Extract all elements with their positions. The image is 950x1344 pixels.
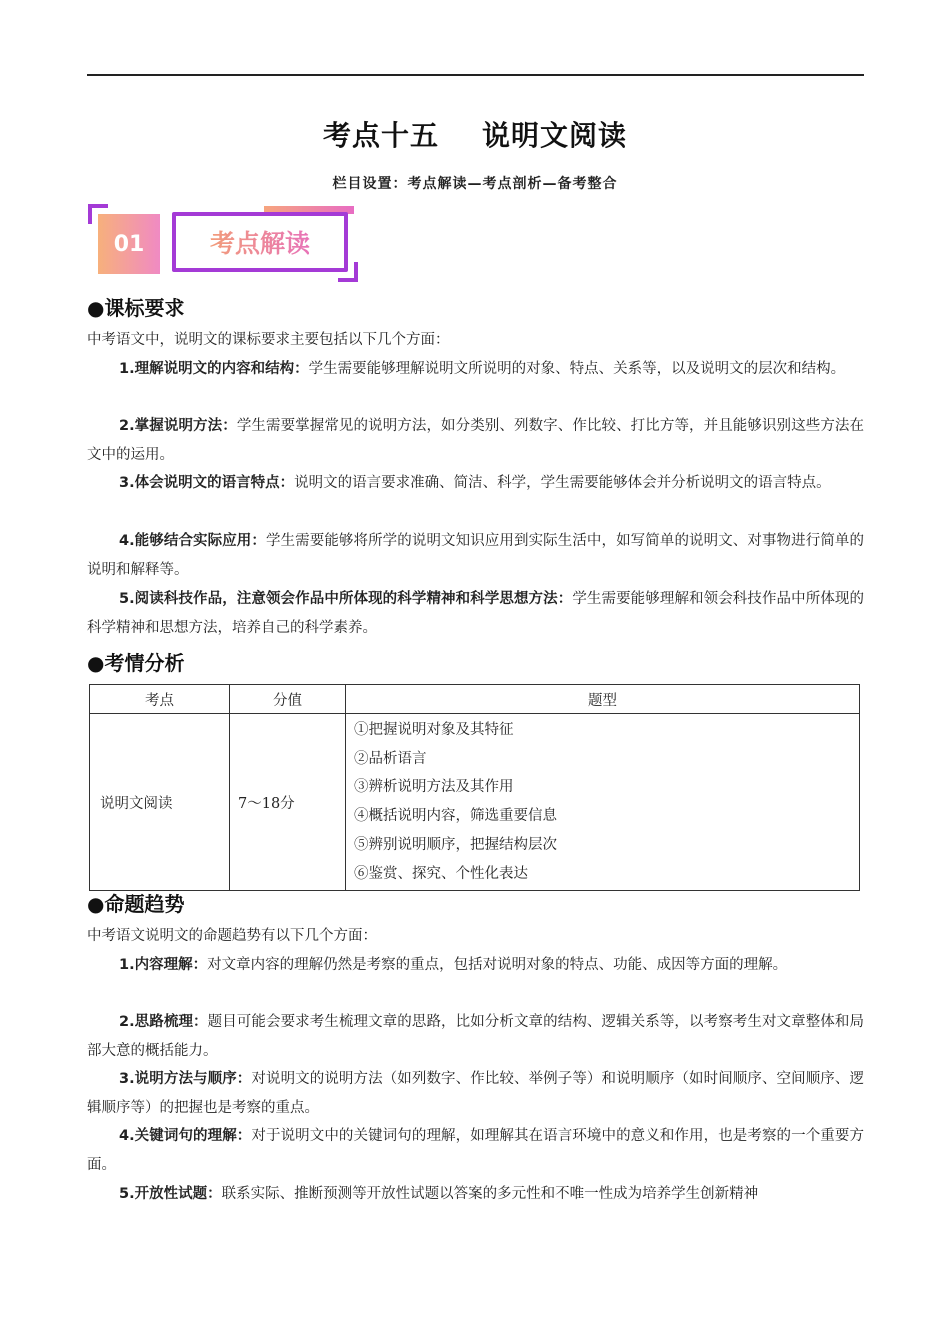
trends-item-4 bbox=[87, 1122, 864, 1179]
table-cell-types bbox=[346, 714, 860, 891]
trends-intro: 中考语文说明文的命题趋势有以下几个方面： bbox=[87, 928, 377, 944]
banner-label-box bbox=[172, 212, 348, 272]
item-text: 对文章内容的理解仍然是考察的重点，包括对说明对象的特点、功能、成因等方面的理解。 bbox=[207, 957, 788, 973]
table-header: 题型 bbox=[346, 685, 860, 714]
item-lead: 5.阅读科技作品，注意领会作品中所体现的科学精神和科学思想方法： bbox=[119, 591, 573, 607]
item-text: 联系实际、推断预测等开放性试题以答案的多元性和不唯一性成为培养学生创新精神 bbox=[221, 1186, 759, 1202]
standards-item-3 bbox=[87, 469, 864, 498]
item-text: 对于说明文中的关键词句的理解，如理解其在语言环境中的意义和作用，也是考察的一个重要方面。 bbox=[87, 1128, 864, 1173]
table-row bbox=[90, 714, 860, 891]
standards-item-5 bbox=[87, 585, 864, 642]
item-text: 学生需要掌握常见的说明方法，如分类别、列数字、作比较、打比方等，并且能够识别这些方法在文中的运用。 bbox=[87, 418, 864, 463]
analysis-table bbox=[89, 684, 860, 891]
trends-item-3 bbox=[87, 1065, 864, 1122]
page-subtitle: 栏目设置：考点解读—考点剖析—备考整合 bbox=[332, 176, 618, 192]
banner-label: 考点解读 bbox=[210, 224, 310, 260]
section-heading-standards: ●课标要求 bbox=[87, 296, 185, 320]
item-lead: 2.思路梳理： bbox=[119, 1014, 208, 1030]
page-title: 考点十五 说明文阅读 bbox=[323, 119, 627, 152]
standards-item-1 bbox=[87, 355, 864, 384]
item-text: 学生需要能够理解和领会科技作品中所体现的科学精神和思想方法，培养自己的科学素养。 bbox=[87, 591, 864, 636]
question-type: ①把握说明对象及其特征 bbox=[354, 722, 514, 738]
table-header-row bbox=[90, 685, 860, 714]
table-header: 分值 bbox=[230, 685, 346, 714]
trends-item-1 bbox=[87, 951, 864, 980]
standards-item-4 bbox=[87, 527, 864, 584]
section-heading-trends: ●命题趋势 bbox=[87, 892, 185, 916]
item-text: 题目可能会要求考生梳理文章的思路，比如分析文章的结构、逻辑关系等，以考察考生对文章整体和局部大意的概括能力。 bbox=[87, 1014, 864, 1059]
header-rule bbox=[87, 74, 864, 76]
item-text: 学生需要能够理解说明文所说明的对象、特点、关系等，以及说明文的层次和结构。 bbox=[308, 361, 846, 377]
item-lead: 2.掌握说明方法： bbox=[119, 418, 237, 434]
item-lead: 5.开放性试题： bbox=[119, 1186, 222, 1202]
item-text: 说明文的语言要求准确、简洁、科学，学生需要能够体会并分析说明文的语言特点。 bbox=[294, 475, 831, 491]
table-cell-topic: 说明文阅读 bbox=[90, 714, 230, 891]
banner-number: 01 bbox=[98, 214, 160, 274]
item-lead: 4.能够结合实际应用： bbox=[119, 533, 266, 549]
table-cell-score: 7～18分 bbox=[230, 714, 346, 891]
question-type: ②品析语言 bbox=[354, 750, 427, 767]
item-text: 对说明文的说明方法（如列数字、作比较、举例子等）和说明顺序（如时间顺序、空间顺序、逻辑顺序等）的把握也是考察的重点。 bbox=[87, 1071, 864, 1116]
item-lead: 1.理解说明文的内容和结构： bbox=[119, 361, 309, 377]
trends-item-2 bbox=[87, 1008, 864, 1065]
question-type: ⑥鉴赏、探究、个性化表达 bbox=[354, 865, 528, 882]
section-banner bbox=[88, 204, 358, 282]
table-header: 考点 bbox=[90, 685, 230, 714]
trends-item-5 bbox=[87, 1180, 864, 1209]
item-lead: 1.内容理解： bbox=[119, 957, 208, 973]
question-type: ④概括说明内容，筛选重要信息 bbox=[354, 808, 557, 825]
banner-corner-bottom-right bbox=[338, 262, 358, 282]
standards-intro: 中考语文中，说明文的课标要求主要包括以下几个方面： bbox=[87, 332, 450, 348]
item-text: 学生需要能够将所学的说明文知识应用到实际生活中，如写简单的说明文、对事物进行简单的说明和解释等。 bbox=[87, 533, 864, 578]
item-lead: 4.关键词句的理解： bbox=[119, 1128, 252, 1144]
question-type: ⑤辨别说明顺序，把握结构层次 bbox=[354, 836, 557, 853]
section-heading-analysis: ●考情分析 bbox=[87, 651, 185, 675]
standards-item-2 bbox=[87, 412, 864, 469]
item-lead: 3.体会说明文的语言特点： bbox=[119, 475, 295, 491]
item-lead: 3.说明方法与顺序： bbox=[119, 1071, 252, 1087]
question-type: ③辨析说明方法及其作用 bbox=[354, 779, 514, 796]
